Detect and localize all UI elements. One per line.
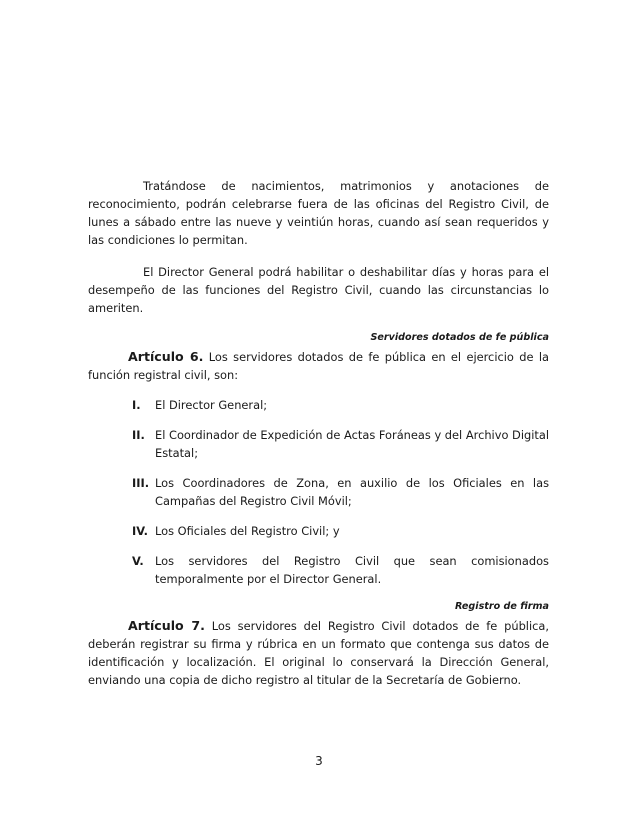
list-item-text: El Coordinador de Expedición de Actas Foráneas y del Archivo Digital Estatal; <box>155 428 549 460</box>
article-6-title: Artículo 6. <box>128 349 204 364</box>
list-item-number: III. <box>132 476 150 490</box>
article-6-list <box>88 396 549 588</box>
article-7-text: Los servidores del Registro Civil dotados de fe pública, deberán registrar su firma y rúbrica en un formato que contenga sus datos de identificación y localización. El original lo conservará la Dirección General, enviando una copia de dicho registro al titular de la Secretaría de Gobierno. <box>88 619 549 687</box>
list-item-number: I. <box>132 398 141 412</box>
paragraph-nacimientos: Tratándose de nacimientos, matrimonios y anotaciones de reconocimiento, podrán celebrarse fuera de las oficinas del Registro Civil, de lunes a sábado entre las nueve y veintiún horas, cuando así sean requeridos y las condiciones lo permitan. <box>88 179 549 247</box>
list-item <box>88 552 549 588</box>
page-number: 3 <box>315 754 323 768</box>
article-6-heading: Servidores dotados de fe pública <box>370 332 549 343</box>
list-item-text: Los Coordinadores de Zona, en auxilio de los Oficiales en las Campañas del Registro Civil Móvil; <box>155 476 549 508</box>
article-7-title: Artículo 7. <box>128 618 205 633</box>
list-item-text: Los Oficiales del Registro Civil; y <box>155 524 340 538</box>
article-7 <box>88 617 549 689</box>
list-item <box>88 522 549 540</box>
list-item <box>88 426 549 462</box>
list-item-text: El Director General; <box>155 398 268 412</box>
list-item <box>88 474 549 510</box>
paragraph-director-general: El Director General podrá habilitar o deshabilitar días y horas para el desempeño de las funciones del Registro Civil, cuando las circunstancias lo ameriten. <box>88 265 549 315</box>
article-6-text: Los servidores dotados de fe pública en el ejercicio de la función registral civil, son: <box>88 350 549 382</box>
document-body <box>88 177 549 701</box>
article-6 <box>88 348 549 384</box>
list-item-number: IV. <box>132 524 148 538</box>
list-item-number: II. <box>132 428 145 442</box>
list-item <box>88 396 549 414</box>
article-7-heading: Registro de firma <box>455 601 549 612</box>
list-item-number: V. <box>132 554 144 568</box>
list-item-text: Los servidores del Registro Civil que sean comisionados temporalmente por el Director General. <box>155 554 549 586</box>
